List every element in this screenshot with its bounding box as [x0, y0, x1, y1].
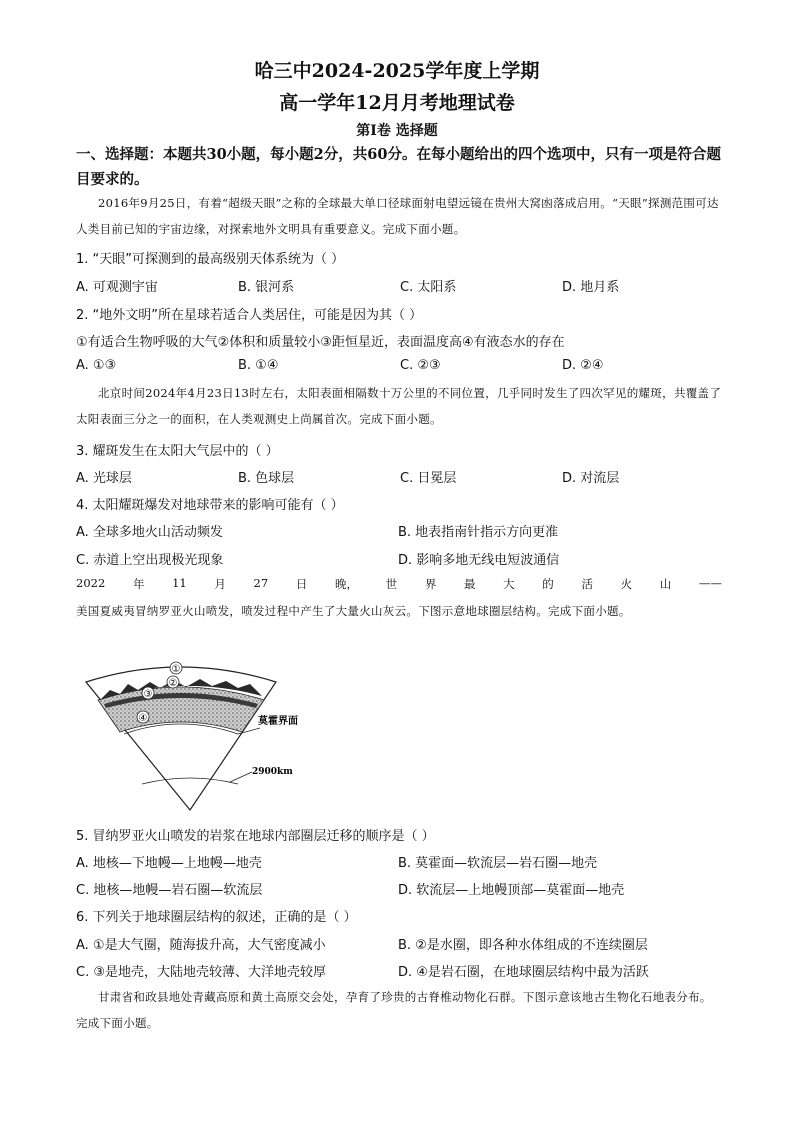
passage3-token: 晚，	[335, 577, 358, 591]
q5-option-d: D. 软流层—上地幔顶部—莫霍面—地壳	[398, 883, 625, 898]
passage-tianyan: 2016年9月25日，有着“超级天眼”之称的全球最大单口径球面射电望远镜在贵州大窝凼落成启用。“天眼”探测范围可达人类目前已知的宇宙边缘，对探索地外文明具有重要意义。完成下面小题。	[76, 196, 719, 236]
passage3-token: 火	[620, 577, 633, 591]
q1-option-a: A. 可观测宇宙	[76, 280, 158, 295]
passage3-token: 的	[542, 577, 554, 591]
q2-option-c: C. ②③	[400, 358, 441, 373]
question-2-items: ①有适合生物呼吸的大气②体积和质量较小③距恒星近，表面温度高④有液态水的存在	[76, 335, 565, 350]
depth-leader	[230, 772, 252, 782]
exam-subtitle: 高一学年12月月考地理试卷	[279, 92, 515, 114]
passage3-token: 11	[172, 576, 187, 590]
q3-option-d: D. 对流层	[562, 471, 620, 486]
passage3-token: ——	[698, 576, 722, 590]
q3-option-a: A. 光球层	[76, 471, 132, 486]
label-4: ④	[138, 713, 148, 724]
passage3-token: 最	[463, 577, 476, 591]
question-2-stem: 2. “地外文明”所在星球若适合人类居住，可能是因为其（ ）	[76, 308, 423, 323]
q1-option-d: D. 地月系	[562, 280, 620, 295]
passage3-token: 山	[659, 577, 672, 591]
q2-option-a: A. ①③	[76, 358, 117, 373]
q3-option-c: C. 日冕层	[400, 471, 457, 486]
part-heading: 第Ⅰ卷 选择题	[356, 123, 438, 139]
passage3-token: 日	[295, 577, 308, 591]
q1-option-c: C. 太阳系	[400, 280, 457, 295]
passage3-token: 世	[385, 577, 398, 591]
question-1-stem: 1. “天眼”可探测到的最高级别天体系统为（ ）	[76, 252, 345, 267]
passage3-token: 界	[424, 577, 437, 591]
passage-volcano-line1	[76, 576, 722, 592]
passage3-token: 活	[581, 577, 593, 591]
question-5-stem: 5. 冒纳罗亚火山喷发的岩浆在地球内部圈层迁移的顺序是（ ）	[76, 829, 435, 844]
earth-layers-svg	[80, 660, 320, 820]
exam-title: 哈三中2024-2025学年度上学期	[254, 60, 540, 82]
q4-option-a: A. 全球多地火山活动频发	[76, 525, 223, 540]
passage3-token: 年	[132, 577, 145, 591]
passage3-token: 27	[253, 576, 269, 590]
q4-option-b: B. 地表指南针指示方向更准	[398, 525, 559, 540]
label-2: ②	[168, 678, 178, 689]
q2-option-d: D. ②④	[562, 358, 604, 373]
q6-option-a: A. ①是大气圈，随海拔升高，大气密度减小	[76, 938, 326, 953]
q6-option-c: C. ③是地壳，大陆地壳较薄、大洋地壳较厚	[76, 965, 326, 980]
q3-option-b: B. 色球层	[238, 471, 295, 486]
question-6-stem: 6. 下列关于地球圈层结构的叙述，正确的是（ ）	[76, 910, 357, 925]
passage-fossils: 甘肃省和政县地处青藏高原和黄土高原交会处，孕育了珍贵的古脊椎动物化石群。下图示意该地古生物化石地表分布。完成下面小题。	[76, 990, 712, 1030]
passage3-token: 月	[214, 577, 226, 591]
question-4-stem: 4. 太阳耀斑爆发对地球带来的影响可能有（ ）	[76, 498, 344, 513]
q1-option-b: B. 银河系	[238, 280, 295, 295]
depth-arc	[142, 778, 238, 784]
question-3-stem: 3. 耀斑发生在太阳大气层中的（ ）	[76, 444, 279, 459]
moho-label: 莫霍界面	[258, 716, 298, 727]
passage-volcano-rest: 美国夏威夷冒纳罗亚火山喷发，喷发过程中产生了大量火山灰云。下图示意地球圈层结构。完成下面小题。	[76, 604, 631, 618]
earth-layers-diagram	[80, 660, 320, 820]
depth-label: 2900km	[252, 767, 293, 777]
label-3: ③	[143, 689, 153, 700]
q5-option-a: A. 地核—下地幔—上地幔—地壳	[76, 856, 262, 871]
label-1: ①	[171, 664, 181, 675]
section-heading: 一、选择题：本题共30小题，每小题2分，共60分。在每小题给出的四个选项中，只有一项是符合题目要求的。	[76, 146, 721, 188]
q4-option-d: D. 影响多地无线电短波通信	[398, 553, 560, 568]
passage-solar-flare: 北京时间2024年4月23日13时左右，太阳表面相隔数十万公里的不同位置，几乎同时发生了四次罕见的耀斑，共覆盖了太阳表面三分之一的面积，在人类观测史上尚属首次。完成下面小题。	[76, 386, 722, 426]
q6-option-d: D. ④是岩石圈，在地球圈层结构中最为活跃	[398, 965, 649, 980]
passage3-token: 大	[503, 577, 515, 591]
q6-option-b: B. ②是水圈，即各种水体组成的不连续圈层	[398, 938, 648, 953]
q4-option-c: C. 赤道上空出现极光现象	[76, 553, 224, 568]
q5-option-b: B. 莫霍面—软流层—岩石圈—地壳	[398, 856, 598, 871]
q2-option-b: B. ①④	[238, 358, 279, 373]
passage3-token: 2022	[76, 576, 106, 590]
q5-option-c: C. 地核—地幔—岩石圈—软流层	[76, 883, 263, 898]
